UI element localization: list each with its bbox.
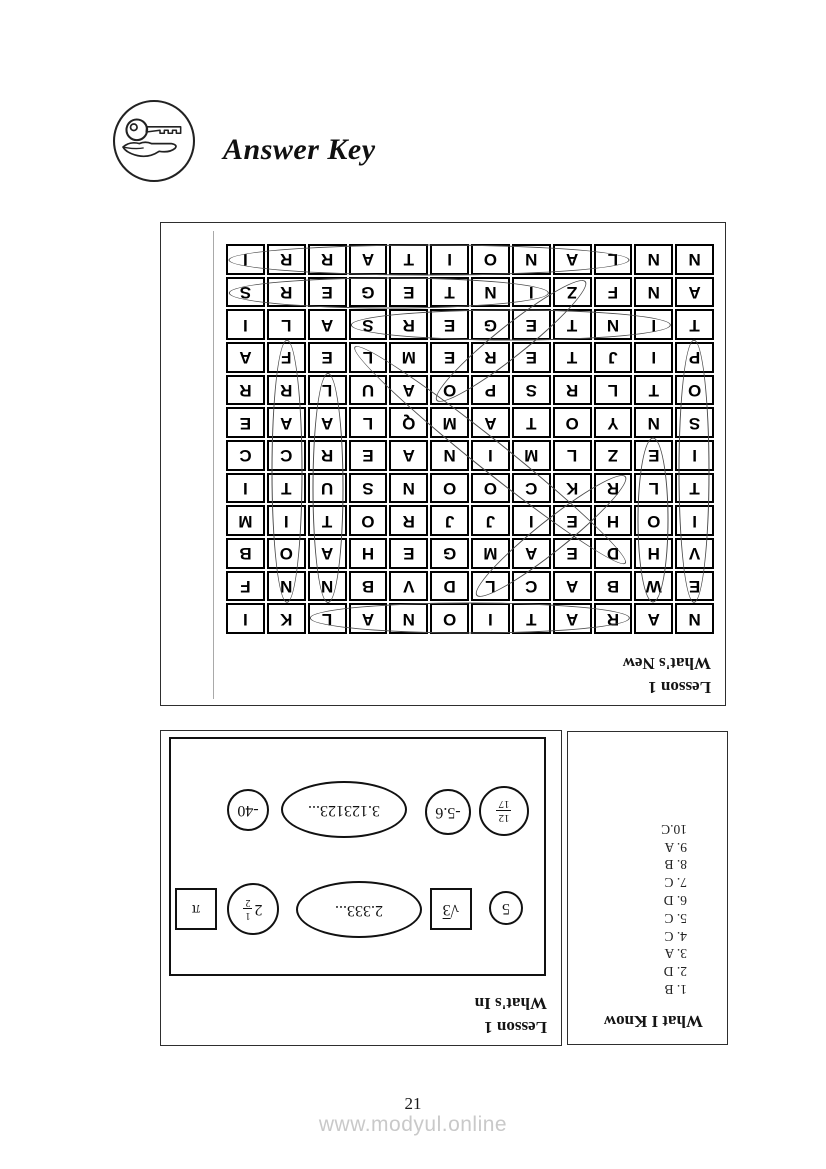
circled-rational-number: 2 1 2 bbox=[227, 883, 279, 935]
grid-cell: A bbox=[389, 440, 428, 471]
grid-cell: E bbox=[308, 277, 347, 308]
grid-cell: O bbox=[267, 538, 306, 569]
grid-cell: R bbox=[267, 277, 306, 308]
grid-cell: N bbox=[430, 440, 469, 471]
grid-cell: A bbox=[226, 342, 265, 373]
grid-cell: Z bbox=[594, 440, 633, 471]
grid-cell: P bbox=[471, 375, 510, 406]
grid-cell: O bbox=[553, 407, 592, 438]
circled-rational-number: -40 bbox=[227, 789, 269, 831]
grid-cell: I bbox=[634, 342, 673, 373]
circled-rational-number: 5 bbox=[489, 891, 523, 925]
grid-cell: T bbox=[553, 309, 592, 340]
grid-cell: I bbox=[471, 440, 510, 471]
grid-cell: E bbox=[430, 309, 469, 340]
column-divider-line bbox=[213, 231, 214, 699]
answer-item: 3. A bbox=[664, 946, 687, 962]
grid-cell: I bbox=[471, 603, 510, 634]
grid-cell: L bbox=[594, 244, 633, 275]
grid-cell: F bbox=[594, 277, 633, 308]
circled-rational-number: 2.333... bbox=[296, 882, 422, 939]
grid-cell: F bbox=[226, 571, 265, 602]
grid-cell: H bbox=[594, 505, 633, 536]
grid-cell: L bbox=[594, 375, 633, 406]
grid-cell: E bbox=[430, 342, 469, 373]
grid-cell: S bbox=[675, 407, 714, 438]
grid-cell: C bbox=[267, 440, 306, 471]
answer-item: 7. C bbox=[664, 875, 687, 891]
answer-item: 1. B bbox=[664, 982, 687, 997]
answer-item: 8. B bbox=[664, 857, 687, 873]
grid-cell: O bbox=[634, 505, 673, 536]
grid-cell: R bbox=[267, 244, 306, 275]
grid-cell: I bbox=[512, 277, 551, 308]
grid-cell: A bbox=[308, 407, 347, 438]
word-search-grid bbox=[226, 244, 714, 634]
grid-cell: Q bbox=[389, 407, 428, 438]
grid-cell: V bbox=[675, 538, 714, 569]
grid-cell: O bbox=[675, 375, 714, 406]
grid-cell: W bbox=[634, 571, 673, 602]
grid-cell: L bbox=[349, 342, 388, 373]
grid-cell: J bbox=[430, 505, 469, 536]
grid-cell: R bbox=[389, 309, 428, 340]
grid-cell: N bbox=[308, 571, 347, 602]
grid-cell: C bbox=[512, 473, 551, 504]
grid-cell: A bbox=[512, 538, 551, 569]
grid-cell: I bbox=[226, 603, 265, 634]
grid-cell: E bbox=[308, 342, 347, 373]
grid-cell: N bbox=[389, 603, 428, 634]
grid-cell: M bbox=[226, 505, 265, 536]
answer-item: 5. C bbox=[664, 910, 687, 926]
grid-cell: L bbox=[553, 440, 592, 471]
key-in-hand-icon bbox=[111, 98, 197, 184]
grid-cell: R bbox=[594, 603, 633, 634]
grid-cell: L bbox=[308, 375, 347, 406]
grid-cell: A bbox=[553, 571, 592, 602]
grid-cell: U bbox=[349, 375, 388, 406]
grid-cell: E bbox=[675, 571, 714, 602]
answer-item: 6. D bbox=[663, 893, 687, 909]
grid-cell: T bbox=[512, 603, 551, 634]
grid-cell: O bbox=[471, 244, 510, 275]
whats-in-answer-box bbox=[160, 730, 562, 1046]
grid-cell: R bbox=[267, 375, 306, 406]
grid-cell: E bbox=[389, 538, 428, 569]
page-number: 21 bbox=[404, 1094, 422, 1113]
grid-cell: C bbox=[512, 571, 551, 602]
grid-cell: S bbox=[349, 309, 388, 340]
what-i-know-title: What I Know bbox=[603, 1012, 703, 1031]
grid-cell: O bbox=[471, 473, 510, 504]
grid-cell: L bbox=[471, 571, 510, 602]
grid-cell: O bbox=[430, 473, 469, 504]
grid-cell: T bbox=[389, 244, 428, 275]
grid-cell: K bbox=[553, 473, 592, 504]
circled-rational-number: -5.6 bbox=[425, 789, 471, 835]
grid-cell: P bbox=[675, 342, 714, 373]
grid-cell: C bbox=[226, 440, 265, 471]
answer-item: 9. A bbox=[664, 839, 687, 855]
grid-cell: A bbox=[553, 603, 592, 634]
grid-cell: M bbox=[471, 538, 510, 569]
grid-cell: B bbox=[226, 538, 265, 569]
grid-cell: O bbox=[430, 375, 469, 406]
grid-cell: A bbox=[349, 244, 388, 275]
grid-cell: R bbox=[308, 440, 347, 471]
number-sort-panel bbox=[169, 737, 546, 976]
circled-rational-number: 12 17 bbox=[479, 786, 529, 836]
grid-cell: F bbox=[267, 342, 306, 373]
grid-cell: I bbox=[430, 244, 469, 275]
grid-cell: U bbox=[308, 473, 347, 504]
grid-cell: R bbox=[594, 473, 633, 504]
grid-cell: E bbox=[553, 505, 592, 536]
grid-cell: A bbox=[308, 309, 347, 340]
whats-in-heading bbox=[475, 991, 547, 1039]
grid-cell: N bbox=[267, 571, 306, 602]
grid-cell: T bbox=[430, 277, 469, 308]
grid-cell: A bbox=[267, 407, 306, 438]
grid-cell: J bbox=[594, 342, 633, 373]
watermark-text: www.modyul.online bbox=[318, 1113, 508, 1136]
grid-cell: N bbox=[512, 244, 551, 275]
grid-cell: T bbox=[308, 505, 347, 536]
grid-cell: G bbox=[349, 277, 388, 308]
grid-cell: E bbox=[553, 538, 592, 569]
grid-cell: M bbox=[430, 407, 469, 438]
grid-cell: N bbox=[389, 473, 428, 504]
section-label: What's In bbox=[474, 994, 547, 1013]
grid-cell: K bbox=[267, 603, 306, 634]
grid-cell: R bbox=[226, 375, 265, 406]
grid-cell: A bbox=[349, 603, 388, 634]
grid-cell: E bbox=[634, 440, 673, 471]
grid-cell: L bbox=[267, 309, 306, 340]
grid-cell: Z bbox=[553, 277, 592, 308]
grid-cell: E bbox=[512, 309, 551, 340]
grid-cell: N bbox=[471, 277, 510, 308]
grid-cell: R bbox=[389, 505, 428, 536]
grid-cell: B bbox=[594, 571, 633, 602]
word-search bbox=[226, 244, 714, 634]
grid-cell: O bbox=[349, 505, 388, 536]
answer-item: 2. D bbox=[663, 964, 687, 980]
whats-new-heading bbox=[623, 651, 711, 699]
grid-cell: A bbox=[675, 277, 714, 308]
grid-cell: E bbox=[226, 407, 265, 438]
grid-cell: T bbox=[512, 407, 551, 438]
grid-cell: B bbox=[349, 571, 388, 602]
grid-cell: I bbox=[226, 244, 265, 275]
grid-cell: A bbox=[308, 538, 347, 569]
grid-cell: S bbox=[512, 375, 551, 406]
grid-cell: M bbox=[389, 342, 428, 373]
lesson-label: Lesson 1 bbox=[648, 678, 711, 697]
boxed-irrational-number: √3 bbox=[430, 888, 472, 930]
grid-cell: I bbox=[267, 505, 306, 536]
grid-cell: H bbox=[349, 538, 388, 569]
grid-cell: I bbox=[226, 473, 265, 504]
grid-cell: I bbox=[226, 309, 265, 340]
grid-cell: L bbox=[308, 603, 347, 634]
grid-cell: T bbox=[675, 309, 714, 340]
grid-cell: Y bbox=[594, 407, 633, 438]
grid-cell: N bbox=[634, 277, 673, 308]
grid-cell: I bbox=[675, 505, 714, 536]
grid-cell: T bbox=[675, 473, 714, 504]
grid-cell: M bbox=[512, 440, 551, 471]
grid-cell: R bbox=[471, 342, 510, 373]
grid-cell: A bbox=[634, 603, 673, 634]
grid-cell: N bbox=[675, 244, 714, 275]
boxed-irrational-number: π bbox=[175, 888, 217, 930]
grid-cell: A bbox=[389, 375, 428, 406]
what-i-know-answer-box bbox=[567, 731, 728, 1045]
grid-cell: T bbox=[553, 342, 592, 373]
lesson-label: Lesson 1 bbox=[484, 1018, 547, 1037]
grid-cell: E bbox=[389, 277, 428, 308]
grid-cell: N bbox=[634, 244, 673, 275]
grid-cell: O bbox=[430, 603, 469, 634]
grid-cell: E bbox=[349, 440, 388, 471]
grid-cell: R bbox=[308, 244, 347, 275]
grid-cell: R bbox=[553, 375, 592, 406]
grid-cell: S bbox=[226, 277, 265, 308]
grid-cell: G bbox=[430, 538, 469, 569]
grid-cell: T bbox=[634, 375, 673, 406]
grid-cell: A bbox=[553, 244, 592, 275]
grid-cell: I bbox=[675, 440, 714, 471]
grid-cell: H bbox=[634, 538, 673, 569]
grid-cell: N bbox=[594, 309, 633, 340]
circled-rational-number: 3.123123... bbox=[281, 782, 407, 839]
whats-new-answer-box bbox=[160, 222, 726, 706]
grid-cell: D bbox=[430, 571, 469, 602]
grid-cell: D bbox=[594, 538, 633, 569]
page-title: Answer Key bbox=[223, 133, 376, 166]
grid-cell: N bbox=[634, 407, 673, 438]
grid-cell: I bbox=[512, 505, 551, 536]
grid-cell: G bbox=[471, 309, 510, 340]
grid-cell: I bbox=[634, 309, 673, 340]
grid-cell: E bbox=[512, 342, 551, 373]
grid-cell: J bbox=[471, 505, 510, 536]
answer-item: 10.C bbox=[661, 821, 687, 837]
grid-cell: A bbox=[471, 407, 510, 438]
grid-cell: S bbox=[349, 473, 388, 504]
grid-cell: V bbox=[389, 571, 428, 602]
grid-cell: L bbox=[349, 407, 388, 438]
grid-cell: T bbox=[267, 473, 306, 504]
what-i-know-answers bbox=[661, 820, 687, 998]
grid-cell: L bbox=[634, 473, 673, 504]
grid-cell: N bbox=[675, 603, 714, 634]
section-label: What's New bbox=[622, 654, 711, 673]
answer-item: 4. C bbox=[664, 928, 687, 944]
